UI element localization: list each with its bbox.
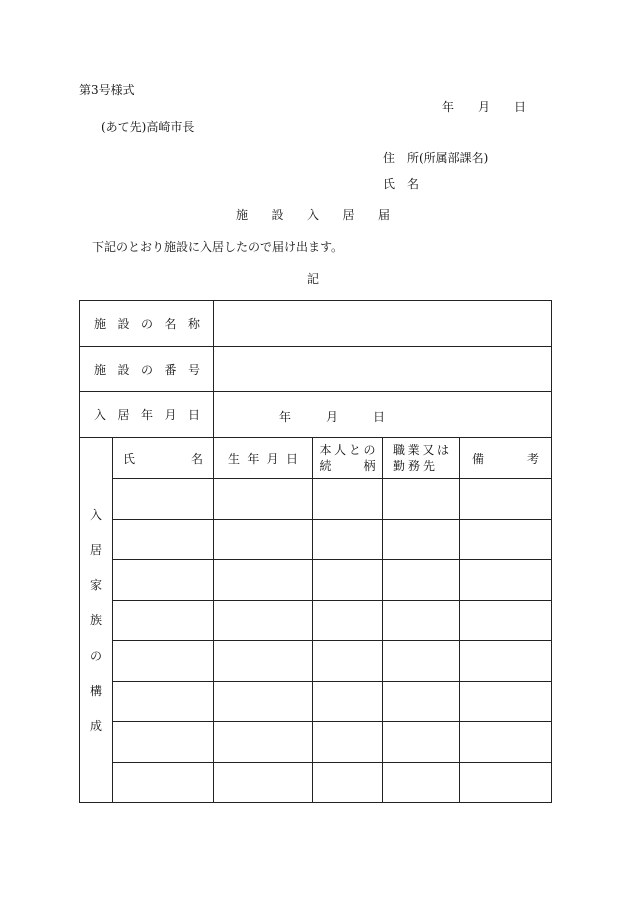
char: 称 (188, 317, 201, 331)
title-char: 居 (342, 208, 355, 222)
applicant-address-label: 住 所(所属部課名) (383, 151, 489, 165)
family-name-cell[interactable] (113, 560, 214, 601)
document-title (236, 208, 390, 222)
family-name-cell[interactable] (113, 601, 214, 641)
family-relationship-cell[interactable] (313, 520, 383, 560)
family-occupation-cell[interactable] (383, 520, 460, 560)
char: 年 (247, 451, 260, 466)
char: 成 (89, 718, 102, 733)
family-birth-date-cell[interactable] (214, 641, 313, 682)
family-relationship-cell[interactable] (313, 601, 383, 641)
char: 入 (94, 408, 107, 422)
family-occupation-cell[interactable] (383, 763, 460, 803)
applicant-name-label: 氏 名 (383, 177, 420, 191)
family-remarks-cell[interactable] (460, 763, 552, 803)
char: 先 (422, 459, 435, 473)
move-in-day: 日 (373, 409, 386, 424)
family-remarks-cell[interactable] (460, 641, 552, 682)
family-remarks-cell[interactable] (460, 682, 552, 722)
family-birth-date-cell[interactable] (214, 722, 313, 763)
family-row (80, 641, 552, 682)
family-birth-date-cell[interactable] (214, 479, 313, 520)
family-header-row (80, 438, 552, 479)
char: の (141, 362, 154, 377)
char: 居 (89, 543, 102, 558)
family-row (80, 601, 552, 641)
addressee: (あて先)高崎市長 (101, 120, 195, 134)
char: の (141, 317, 154, 331)
family-relationship-cell[interactable] (313, 560, 383, 601)
family-remarks-cell[interactable] (460, 520, 552, 560)
family-remarks-cell[interactable] (460, 479, 552, 520)
family-occupation-cell[interactable] (383, 479, 460, 520)
char: 名 (191, 451, 204, 466)
family-remarks-cell[interactable] (460, 601, 552, 641)
family-remarks-cell[interactable] (460, 560, 552, 601)
family-row (80, 722, 552, 763)
char: 業 (407, 443, 420, 457)
char: は (436, 443, 449, 457)
char: 施 (94, 317, 107, 331)
title-char: 届 (377, 208, 390, 222)
char: 生 (228, 451, 241, 466)
char: 番 (164, 362, 177, 377)
char: 月 (266, 451, 279, 466)
family-name-cell[interactable] (113, 763, 214, 803)
family-row (80, 682, 552, 722)
family-birth-date-cell[interactable] (214, 601, 313, 641)
family-composition-label (80, 438, 113, 803)
char: 日 (286, 451, 299, 466)
family-birth-date-cell[interactable] (214, 763, 313, 803)
family-birth-date-cell[interactable] (214, 520, 313, 560)
char: 月 (164, 408, 177, 422)
col-relationship-header (313, 438, 383, 479)
char: 号 (188, 362, 201, 377)
char: 又 (422, 443, 435, 457)
family-name-cell[interactable] (113, 682, 214, 722)
family-relationship-cell[interactable] (313, 641, 383, 682)
ki-label: 記 (307, 272, 320, 286)
char: の (363, 443, 376, 457)
char: 職 (393, 443, 406, 457)
char: 構 (89, 683, 102, 698)
family-name-cell[interactable] (113, 479, 214, 520)
family-remarks-cell[interactable] (460, 722, 552, 763)
char: 柄 (363, 459, 376, 473)
date-year: 年 (442, 100, 455, 114)
family-name-cell[interactable] (113, 520, 214, 560)
family-occupation-cell[interactable] (383, 682, 460, 722)
move-in-month: 月 (326, 409, 339, 424)
char: 氏 (123, 451, 136, 466)
family-birth-date-cell[interactable] (214, 682, 313, 722)
move-in-date-label (80, 392, 214, 438)
col-birth-date-header (214, 438, 313, 479)
char: 年 (141, 408, 154, 422)
char: 名 (164, 317, 177, 331)
family-relationship-cell[interactable] (313, 682, 383, 722)
family-occupation-cell[interactable] (383, 560, 460, 601)
family-occupation-cell[interactable] (383, 722, 460, 763)
family-name-cell[interactable] (113, 641, 214, 682)
date-month: 月 (478, 100, 491, 114)
char: 続 (319, 459, 332, 473)
form-number: 第3号様式 (79, 83, 135, 97)
char: 居 (117, 408, 130, 422)
facility-number-field[interactable] (214, 347, 552, 392)
family-relationship-cell[interactable] (313, 479, 383, 520)
col-occupation-header (383, 438, 460, 479)
family-birth-date-cell[interactable] (214, 560, 313, 601)
family-relationship-cell[interactable] (313, 763, 383, 803)
move-in-year: 年 (279, 409, 292, 424)
facility-name-label (80, 301, 214, 347)
col-name-header (113, 438, 214, 479)
facility-name-row (80, 301, 552, 347)
title-char: 施 (236, 208, 249, 222)
facility-form-table (79, 300, 552, 803)
family-occupation-cell[interactable] (383, 641, 460, 682)
family-row (80, 560, 552, 601)
title-char: 入 (306, 208, 319, 222)
char: と (348, 443, 361, 457)
char: 施 (94, 362, 107, 377)
char: 本 (319, 443, 332, 457)
char: 人 (334, 443, 347, 457)
char: 設 (117, 362, 130, 377)
family-occupation-cell[interactable] (383, 601, 460, 641)
family-row (80, 763, 552, 803)
col-remarks-header (460, 438, 552, 479)
family-name-cell[interactable] (113, 722, 214, 763)
char: 務 (408, 459, 421, 473)
char: 日 (188, 408, 201, 422)
title-char: 設 (271, 208, 284, 222)
char: 勤 (393, 459, 406, 473)
char: 家 (89, 578, 102, 593)
char: 備 (472, 451, 485, 466)
char: の (89, 648, 102, 663)
date-day: 日 (514, 100, 527, 114)
char: 設 (117, 317, 130, 331)
family-row (80, 520, 552, 560)
facility-name-field[interactable] (214, 301, 552, 347)
family-row (80, 479, 552, 520)
char: 入 (89, 508, 102, 522)
facility-number-label (80, 347, 214, 392)
move-in-date-row (80, 392, 552, 438)
char: 考 (527, 451, 540, 466)
family-relationship-cell[interactable] (313, 722, 383, 763)
intro-text: 下記のとおり施設に入居したので届け出ます。 (92, 240, 344, 254)
char: 族 (89, 613, 102, 628)
move-in-date-field[interactable] (214, 392, 552, 438)
facility-number-row (80, 347, 552, 392)
